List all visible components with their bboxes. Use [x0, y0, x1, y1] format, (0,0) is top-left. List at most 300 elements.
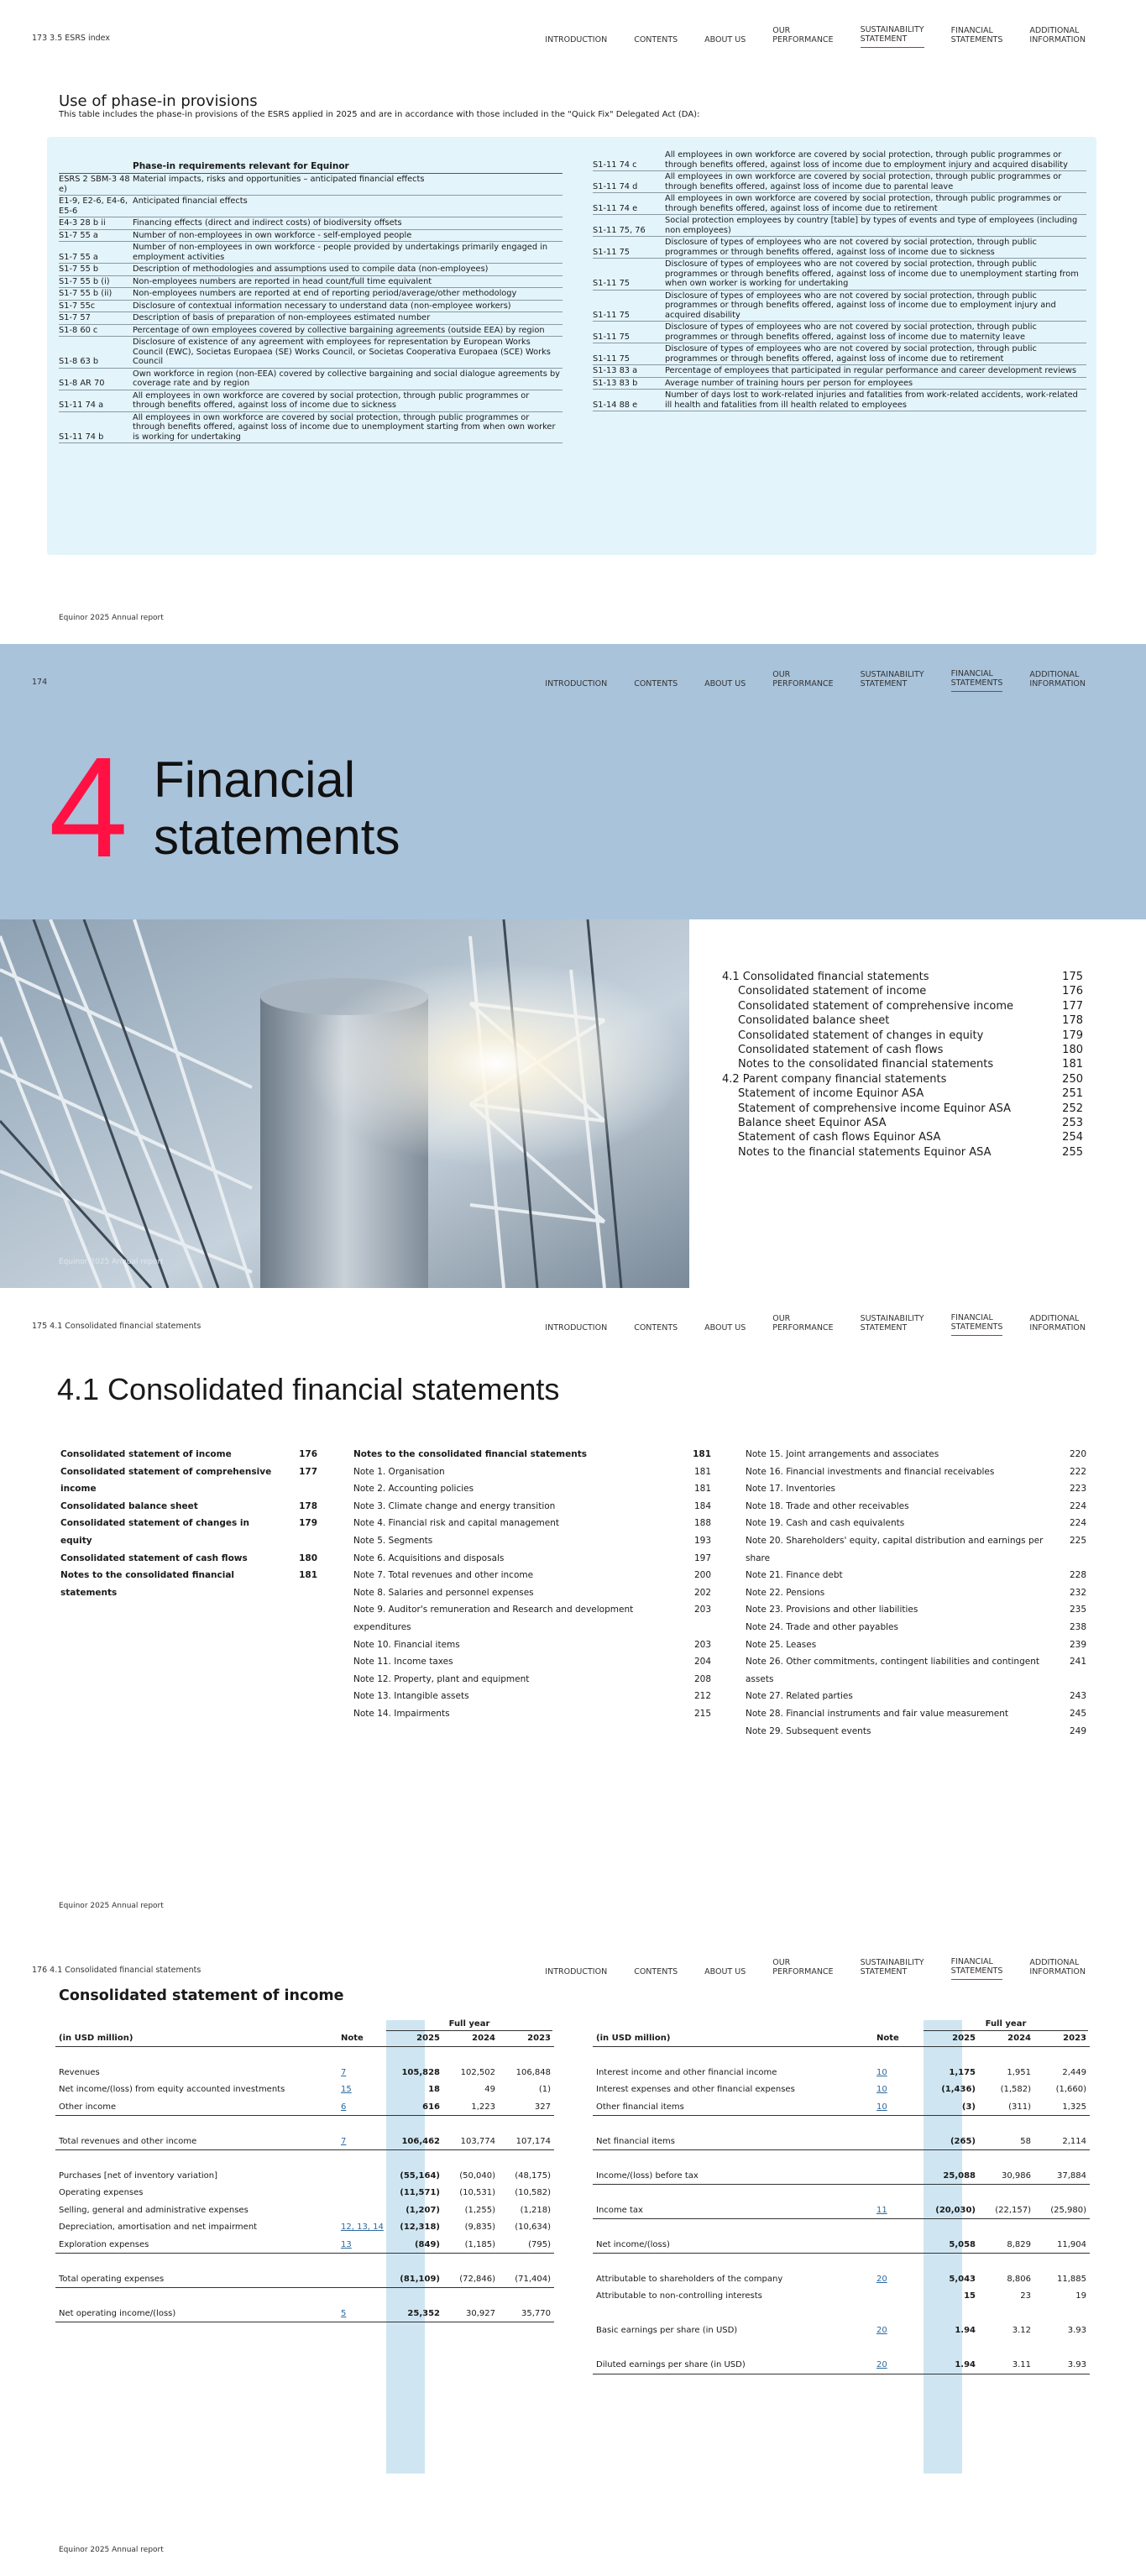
phase-in-row — [59, 312, 563, 325]
row-note — [338, 2133, 388, 2150]
row-label: Interest income and other financial income — [596, 2067, 777, 2077]
toc-entry[interactable] — [60, 1446, 317, 1463]
nav-contents[interactable]: CONTENTS — [634, 1967, 678, 1977]
row-note — [873, 2116, 924, 2134]
row-note — [873, 2288, 924, 2306]
nav-financial-statements[interactable]: FINANCIAL STATEMENTS — [951, 1957, 1003, 1980]
page-label: 175 4.1 Consolidated financial statements — [32, 1322, 201, 1331]
row-note — [338, 2254, 388, 2271]
nav-our-performance[interactable]: OUR PERFORMANCE — [772, 1314, 834, 1333]
nav-financial-statements[interactable]: FINANCIAL STATEMENTS — [951, 1313, 1003, 1336]
toc-label: Note 10. Financial items — [353, 1639, 460, 1650]
value-cell: 5,043 — [949, 2274, 976, 2284]
value-cell — [388, 2288, 443, 2306]
row-note — [338, 2064, 388, 2081]
toc-label: Consolidated statement of cash flows — [60, 1552, 248, 1563]
table-row — [55, 2047, 554, 2065]
toc-label: Note 19. Cash and cash equivalents — [746, 1518, 905, 1529]
toc-entry[interactable] — [353, 1567, 711, 1584]
toc-label: Notes to the consolidated financial statements — [353, 1449, 587, 1459]
nav-sustainability-statement[interactable]: SUSTAINABILITY STATEMENT — [860, 1958, 924, 1977]
row-note — [338, 2098, 388, 2116]
row-note — [873, 2133, 924, 2150]
value-cell: (10,582) — [515, 2188, 551, 2198]
row-note — [338, 2219, 388, 2237]
requirement-code: S1-11 74 d — [593, 181, 638, 191]
toc-entry[interactable] — [746, 1532, 1086, 1567]
value-cell — [388, 2254, 443, 2271]
row-label: Depreciation, amortisation and net impairment — [59, 2223, 258, 2233]
phase-in-header: Phase-in requirements relevant for Equinor — [59, 149, 563, 174]
row-label: Selling, general and administrative expenses — [59, 2205, 249, 2215]
toc-entry[interactable] — [353, 1653, 711, 1671]
toc-entry[interactable] — [353, 1498, 711, 1516]
nav-menu — [518, 1313, 1086, 1336]
note-link[interactable]: 11 — [877, 2205, 887, 2215]
value-cell: 1,951 — [1007, 2067, 1031, 2077]
header-2025: 2025 — [924, 2029, 979, 2047]
section-title: Use of phase-in provisions — [59, 92, 258, 110]
table-row — [55, 2098, 554, 2116]
toc-entry[interactable] — [746, 1619, 1086, 1636]
value-cell: (1,218) — [520, 2205, 551, 2215]
value-cell — [1034, 2116, 1090, 2134]
row-label: Revenues — [59, 2067, 100, 2077]
value-cell: 616 — [388, 2098, 443, 2116]
note-link[interactable]: 12, 13, 14 — [341, 2223, 384, 2233]
toc-entry[interactable] — [60, 1550, 317, 1568]
phase-in-row — [59, 230, 563, 243]
toc-page: 181 — [1062, 1058, 1083, 1071]
note-link[interactable]: 6 — [341, 2102, 347, 2112]
toc-entry[interactable] — [722, 999, 1083, 1013]
row-label — [593, 2219, 873, 2237]
nav-our-performance[interactable]: OUR PERFORMANCE — [772, 1958, 834, 1977]
nav-contents[interactable]: CONTENTS — [634, 1323, 678, 1333]
toc-label: Note 2. Accounting policies — [353, 1484, 474, 1495]
row-note — [338, 2047, 388, 2065]
toc-entry[interactable] — [722, 1102, 1083, 1116]
toc-entry[interactable] — [746, 1567, 1086, 1584]
toc-label: Note 1. Organisation — [353, 1466, 445, 1477]
value-cell: (9,835) — [464, 2223, 495, 2233]
toc-entry[interactable] — [722, 1086, 1083, 1101]
header-2023: 2023 — [499, 2029, 554, 2047]
note-link[interactable]: 15 — [341, 2085, 352, 2095]
phase-in-table — [47, 137, 1096, 555]
nav-sustainability-statement[interactable]: SUSTAINABILITY STATEMENT — [860, 1314, 924, 1333]
footer: Equinor 2025 Annual report — [59, 614, 164, 622]
requirement-text: All employees in own workforce are covered by social protection, through public programmes or through benefits offered, against loss of income due to retirement — [665, 194, 1062, 213]
full-year-header-left: Full year — [386, 2019, 552, 2031]
requirement-code: S1-7 57 — [59, 313, 91, 322]
requirement-text: Disclosure of contextual information necessary to understand data (non-employee workers) — [133, 301, 511, 311]
toc-entry[interactable] — [746, 1705, 1086, 1723]
nav-introduction[interactable]: INTRODUCTION — [545, 35, 608, 45]
toc-entry[interactable] — [746, 1498, 1086, 1516]
value-cell: (71,404) — [499, 2270, 554, 2288]
nav-about-us[interactable]: ABOUT US — [704, 35, 746, 45]
top-navigation — [0, 668, 1146, 693]
toc-page: 208 — [693, 1673, 711, 1684]
toc-label: Note 27. Related parties — [746, 1691, 853, 1702]
toc-entry[interactable] — [353, 1480, 711, 1498]
requirement-code: S1-7 55 a — [59, 252, 98, 262]
nav-additional-information[interactable]: ADDITIONAL INFORMATION — [1029, 26, 1086, 45]
toc-entry[interactable] — [746, 1515, 1086, 1532]
note-link[interactable]: 7 — [341, 2136, 347, 2146]
nav-our-performance[interactable]: OUR PERFORMANCE — [772, 26, 834, 45]
nav-additional-information[interactable]: ADDITIONAL INFORMATION — [1029, 1958, 1086, 1977]
nav-about-us[interactable]: ABOUT US — [704, 679, 746, 689]
table-row — [593, 2202, 1090, 2219]
toc-entry[interactable] — [746, 1688, 1086, 1705]
toc-entry[interactable] — [722, 1072, 1083, 1086]
value-cell: (849) — [388, 2236, 443, 2254]
toc-label: Note 22. Pensions — [746, 1587, 825, 1598]
requirement-code: S1-11 75, 76 — [593, 225, 646, 235]
toc-page: 224 — [1069, 1500, 1086, 1511]
toc-entry[interactable] — [60, 1463, 317, 1498]
value-cell: 3.11 — [979, 2357, 1034, 2374]
note-link[interactable]: 13 — [341, 2239, 352, 2249]
nav-introduction[interactable]: INTRODUCTION — [545, 1967, 608, 1977]
toc-page: 188 — [693, 1518, 711, 1529]
toc-page: 254 — [1062, 1131, 1083, 1144]
value-cell — [979, 2047, 1034, 2065]
toc-entry[interactable] — [746, 1601, 1086, 1619]
nav-introduction[interactable]: INTRODUCTION — [545, 1323, 608, 1333]
income-statement-right — [593, 2029, 1090, 2374]
value-cell: 11,904 — [1034, 2236, 1090, 2254]
value-cell: (265) — [924, 2133, 979, 2150]
phase-in-row — [59, 288, 563, 301]
table-row — [55, 2133, 554, 2150]
value-cell — [499, 2288, 554, 2306]
toc-entry[interactable] — [722, 1043, 1083, 1057]
toc-label: Statement of income Equinor ASA — [738, 1087, 924, 1101]
toc-entry[interactable] — [353, 1446, 711, 1463]
row-label: Diluted earnings per share (in USD) — [593, 2357, 873, 2374]
toc-entry[interactable] — [722, 1116, 1083, 1130]
toc-entry[interactable] — [746, 1480, 1086, 1498]
table-row — [593, 2254, 1090, 2271]
toc-page: 245 — [1069, 1708, 1086, 1719]
requirement-code: S1-7 55 b (ii) — [59, 289, 113, 298]
statements-list — [60, 1446, 317, 1601]
nav-additional-information[interactable]: ADDITIONAL INFORMATION — [1029, 1314, 1086, 1333]
toc-entry[interactable] — [353, 1550, 711, 1568]
toc-page: 204 — [693, 1657, 711, 1668]
phase-in-row — [593, 322, 1086, 343]
row-label: Net financial items — [593, 2133, 873, 2150]
value-cell: 8,829 — [979, 2236, 1034, 2254]
value-cell: 1,325 — [1034, 2098, 1090, 2116]
toc-page: 225 — [1069, 1535, 1086, 1546]
value-cell: 30,927 — [443, 2305, 499, 2322]
toc-entry[interactable] — [353, 1532, 711, 1550]
toc-page: 181 — [693, 1466, 711, 1477]
value-cell — [924, 2339, 979, 2357]
value-cell: 1.94 — [924, 2357, 979, 2374]
table-header-row — [55, 2029, 554, 2047]
note-link[interactable]: 20 — [877, 2326, 887, 2336]
toc-entry[interactable] — [60, 1567, 317, 1601]
row-label: Net income/(loss) from equity accounted investments — [59, 2085, 285, 2095]
toc-entry[interactable] — [353, 1688, 711, 1705]
toc-page: 200 — [693, 1570, 711, 1581]
toc-page: 224 — [1069, 1518, 1086, 1529]
requirement-code: S1-11 74 b — [59, 432, 104, 442]
toc-entry[interactable] — [722, 1130, 1083, 1144]
toc-page: 176 — [1062, 985, 1083, 998]
toc-page: 202 — [693, 1587, 711, 1598]
toc-entry[interactable] — [746, 1584, 1086, 1602]
toc-label: Note 24. Trade and other payables — [746, 1621, 898, 1632]
nav-our-performance[interactable]: OUR PERFORMANCE — [772, 670, 834, 689]
toc-entry[interactable] — [353, 1601, 711, 1636]
toc-page: 179 — [299, 1518, 317, 1529]
toc-label: Note 25. Leases — [746, 1639, 817, 1650]
row-note — [338, 2305, 388, 2322]
requirement-code: S1-8 60 c — [59, 325, 98, 335]
phase-in-row — [593, 291, 1086, 322]
page-175 — [0, 1288, 1146, 1932]
toc-page: 239 — [1069, 1639, 1086, 1650]
toc-page: 178 — [299, 1500, 317, 1511]
toc-label: Consolidated statement of comprehensive income — [738, 999, 1014, 1013]
header-2025: 2025 — [388, 2029, 443, 2047]
toc-entry[interactable] — [722, 1013, 1083, 1028]
header-2023: 2023 — [1034, 2029, 1090, 2047]
value-cell — [1034, 2150, 1090, 2168]
value-cell — [499, 2047, 554, 2065]
toc-label: Note 17. Inventories — [746, 1484, 836, 1495]
phase-in-row — [59, 412, 563, 444]
toc-page: 252 — [1062, 1102, 1083, 1115]
value-cell: (1,660) — [1055, 2085, 1086, 2095]
value-cell: 106,848 — [515, 2067, 551, 2077]
nav-additional-information[interactable]: ADDITIONAL INFORMATION — [1029, 670, 1086, 689]
toc-entry[interactable] — [746, 1653, 1086, 1688]
toc-page: 178 — [1062, 1014, 1083, 1028]
toc-label: Note 8. Salaries and personnel expenses — [353, 1587, 534, 1598]
note-link[interactable]: 20 — [877, 2360, 887, 2369]
value-cell: 103,774 — [443, 2133, 499, 2150]
table-row — [55, 2202, 554, 2219]
toc-label: Note 14. Impairments — [353, 1708, 450, 1719]
nav-about-us[interactable]: ABOUT US — [704, 1967, 746, 1977]
value-cell — [443, 2288, 499, 2306]
toc-page: 228 — [1069, 1570, 1086, 1581]
row-note — [338, 2185, 388, 2202]
row-label: Basic earnings per share (in USD) — [596, 2326, 738, 2336]
value-cell: (11,571) — [400, 2188, 440, 2198]
toc-label: Statement of comprehensive income Equinor ASA — [738, 1102, 1011, 1115]
top-navigation — [0, 1312, 1146, 1337]
value-cell — [443, 2047, 499, 2065]
requirement-code: S1-11 74 e — [593, 203, 638, 213]
toc-entry[interactable] — [722, 1029, 1083, 1043]
row-label: Income tax — [593, 2202, 873, 2219]
requirement-text: Own workforce in region (non-EEA) covered by collective bargaining and social dialogue agreements by coverage rate and by region — [133, 369, 560, 388]
toc-label: Note 15. Joint arrangements and associates — [746, 1449, 939, 1459]
toc-label: Note 6. Acquisitions and disposals — [353, 1552, 505, 1563]
value-cell: 1,175 — [949, 2067, 976, 2077]
note-link[interactable]: 10 — [877, 2085, 887, 2095]
note-link[interactable]: 10 — [877, 2067, 887, 2077]
toc-page: 222 — [1069, 1466, 1086, 1477]
row-label — [593, 2047, 873, 2065]
toc-entry[interactable] — [746, 1723, 1086, 1741]
row-label: Income/(loss) before tax — [593, 2167, 873, 2185]
table-row — [593, 2322, 1090, 2340]
nav-sustainability-statement[interactable]: SUSTAINABILITY STATEMENT — [860, 670, 924, 689]
requirement-text: Anticipated financial effects — [133, 196, 248, 206]
toc-page: 235 — [1069, 1605, 1086, 1615]
requirement-text: Financing effects (direct and indirect costs) of biodiversity offsets — [133, 218, 402, 228]
requirement-text: Number of non-employees in own workforce - self-employed people — [133, 230, 412, 240]
value-cell: 3.93 — [1034, 2357, 1090, 2374]
table-row — [593, 2236, 1090, 2254]
row-label: Purchases [net of inventory variation] — [59, 2170, 217, 2181]
table-row — [55, 2064, 554, 2081]
requirement-code: S1-7 55 b — [59, 264, 99, 274]
row-note — [873, 2202, 924, 2219]
nav-sustainability-statement[interactable]: SUSTAINABILITY STATEMENT — [861, 25, 924, 48]
value-cell: (1,436) — [941, 2085, 976, 2095]
table-row — [593, 2167, 1090, 2185]
toc-entry[interactable] — [353, 1515, 711, 1532]
toc-entry[interactable] — [353, 1671, 711, 1689]
requirement-text: Description of methodologies and assumptions used to compile data (non-employees) — [133, 264, 489, 274]
toc-entry[interactable] — [353, 1584, 711, 1602]
toc-entry[interactable] — [746, 1636, 1086, 1654]
phase-in-row — [593, 390, 1086, 411]
value-cell: 19 — [1075, 2291, 1086, 2301]
value-cell — [499, 2254, 554, 2271]
value-cell: (22,157) — [979, 2202, 1034, 2219]
note-link[interactable]: 7 — [341, 2067, 347, 2077]
toc-entry[interactable] — [722, 1145, 1083, 1160]
toc-label: Note 3. Climate change and energy transition — [353, 1500, 556, 1511]
nav-about-us[interactable]: ABOUT US — [704, 1323, 746, 1333]
nav-introduction[interactable]: INTRODUCTION — [545, 679, 608, 689]
value-cell: 25,352 — [388, 2305, 443, 2322]
toc-page: 177 — [1062, 999, 1083, 1013]
requirement-code: S1-11 75 — [593, 332, 631, 342]
row-label: Other financial items — [593, 2098, 873, 2116]
toc-entry[interactable] — [746, 1446, 1086, 1463]
row-note — [338, 2081, 388, 2099]
value-cell — [499, 2150, 554, 2168]
toc-entry[interactable] — [60, 1498, 317, 1516]
value-cell — [979, 2185, 1034, 2202]
row-note — [338, 2270, 388, 2288]
toc-label: Note 7. Total revenues and other income — [353, 1570, 534, 1581]
toc-entry[interactable] — [353, 1463, 711, 1481]
requirement-text: Percentage of employees that participated in regular performance and career development reviews — [665, 366, 1076, 375]
table-row — [593, 2133, 1090, 2150]
table-row — [593, 2064, 1090, 2081]
row-label: Interest expenses and other financial expenses — [596, 2085, 795, 2095]
income-statement-left — [55, 2029, 554, 2322]
table-row — [593, 2098, 1090, 2116]
phase-in-row — [593, 259, 1086, 291]
row-note — [873, 2081, 924, 2099]
toc-page: 180 — [1062, 1044, 1083, 1057]
requirement-code: S1-7 55c — [59, 301, 96, 311]
row-label — [55, 2254, 338, 2271]
nav-menu — [518, 1957, 1086, 1980]
note-link[interactable]: 5 — [341, 2308, 347, 2318]
nav-contents[interactable]: CONTENTS — [634, 679, 678, 689]
table-row — [55, 2254, 554, 2271]
page-176 — [0, 1932, 1146, 2576]
requirement-text: Non-employees numbers are reported at end of reporting period/average/other methodology — [133, 289, 517, 298]
row-note — [338, 2167, 388, 2185]
toc-page: 255 — [1062, 1145, 1083, 1159]
toc-label: 4.1 Consolidated financial statements — [722, 971, 929, 983]
toc-page: 215 — [693, 1708, 711, 1719]
table-row — [593, 2339, 1090, 2357]
note-link[interactable]: 20 — [877, 2274, 887, 2284]
nav-financial-statements[interactable]: FINANCIAL STATEMENTS — [951, 669, 1003, 692]
value-cell — [979, 2254, 1034, 2271]
requirement-code: S1-8 AR 70 — [59, 379, 105, 388]
toc-entry[interactable] — [722, 1057, 1083, 1071]
toc-label: Note 11. Income taxes — [353, 1657, 453, 1668]
note-link[interactable]: 10 — [877, 2102, 887, 2112]
value-cell: 15 — [964, 2291, 976, 2301]
row-label — [593, 2150, 873, 2168]
table-header-row — [593, 2029, 1090, 2047]
nav-financial-statements[interactable]: FINANCIAL STATEMENTS — [950, 26, 1003, 45]
phase-in-row — [593, 193, 1086, 215]
toc-entry[interactable] — [746, 1463, 1086, 1481]
row-label: Attributable to shareholders of the company — [596, 2274, 783, 2284]
toc-page: 243 — [1069, 1691, 1086, 1702]
value-cell: (25,980) — [1034, 2202, 1090, 2219]
header-2024: 2024 — [979, 2029, 1034, 2047]
toc-entry[interactable] — [60, 1515, 317, 1549]
nav-contents[interactable]: CONTENTS — [634, 35, 678, 45]
phase-in-row — [59, 337, 563, 369]
table-row — [593, 2357, 1090, 2374]
table-row — [55, 2236, 554, 2254]
toc-page: 250 — [1062, 1072, 1083, 1086]
toc-entry[interactable] — [722, 984, 1083, 998]
table-row — [593, 2081, 1090, 2099]
row-label — [55, 2288, 338, 2306]
row-note — [873, 2064, 924, 2081]
page-174 — [0, 644, 1146, 1288]
row-label — [593, 2305, 873, 2322]
header-2024: 2024 — [443, 2029, 499, 2047]
requirement-code: S1-11 75 — [593, 353, 631, 364]
value-cell — [443, 2116, 499, 2134]
toc-entry[interactable] — [353, 1636, 711, 1654]
row-label: Total revenues and other income — [55, 2133, 338, 2150]
value-cell: 23 — [1020, 2291, 1031, 2301]
toc-entry[interactable] — [722, 970, 1083, 984]
table-row — [593, 2185, 1090, 2202]
toc-entry[interactable] — [353, 1705, 711, 1723]
value-cell: 106,462 — [388, 2133, 443, 2150]
value-cell: 105,828 — [401, 2067, 440, 2077]
toc-label: Note 16. Financial investments and financial receivables — [746, 1466, 995, 1477]
value-cell: (81,109) — [388, 2270, 443, 2288]
